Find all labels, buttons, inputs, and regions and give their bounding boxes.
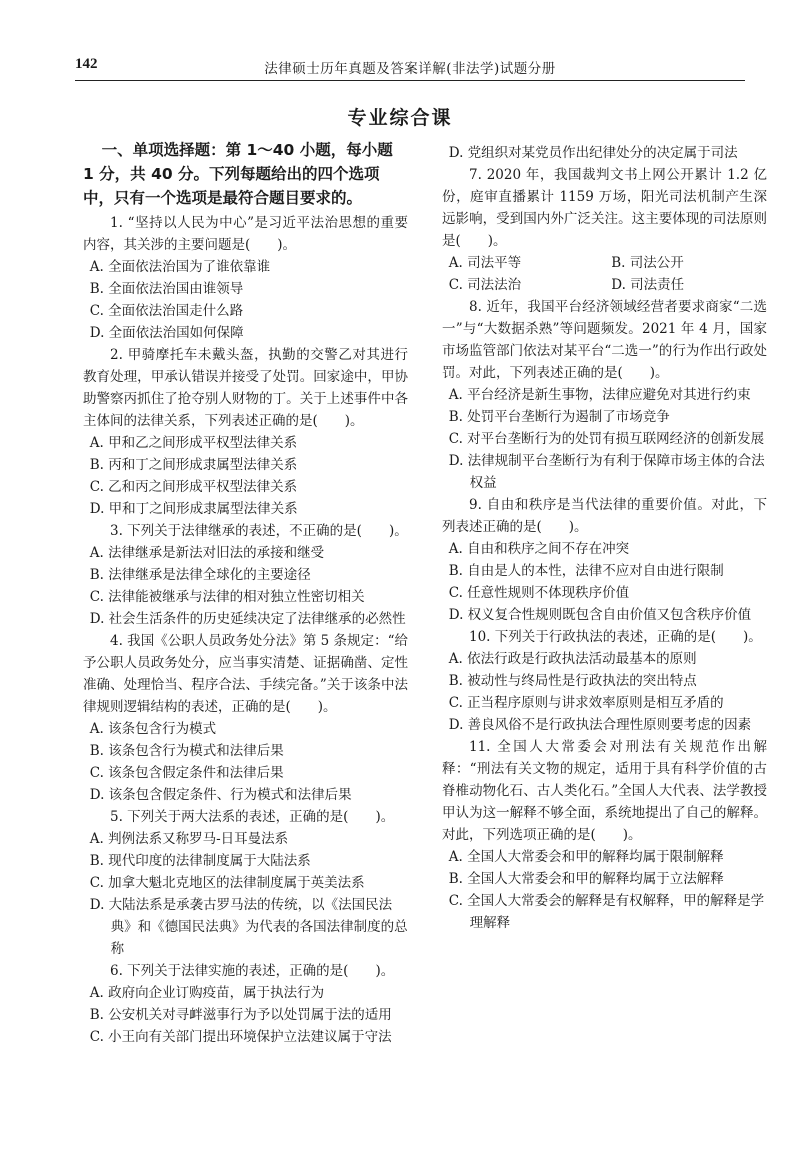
option-b: B. 公安机关对寻衅滋事行为予以处罚属于法的适用 (89, 1007, 392, 1023)
question-stem: 9. 自由和秩序是当代法律的重要价值。对此，下列表述正确的是( )。 (442, 497, 767, 535)
book-title: 法律硕士历年真题及答案详解(非法学)试题分册 (264, 61, 556, 77)
question-stem: 4. 我国《公职人员政务处分法》第 5 条规定：“给予公职人员政务处分，应当事实清楚、证据确凿、定性准确、处理恰当、程序合法、手续完备。”关于该条中法律规则逻辑结构的表述，正确的是( )。 (83, 633, 408, 715)
option-b: B. 全面依法治国由谁领导 (89, 281, 244, 297)
question-6-continued (442, 142, 767, 164)
option-d: D. 大陆法系是承袭古罗马法的传统，以《法国民法典》和《德国民法典》为代表的各国法律制度的总称 (89, 897, 408, 957)
question-stem: 10. 下列关于行政执法的表述，正确的是( )。 (469, 629, 762, 645)
page-header (75, 56, 745, 80)
option-b: B. 自由是人的本性，法律不应对自由进行限制 (448, 563, 724, 579)
option-c: C. 司法法治 (448, 277, 522, 293)
header-rule (75, 80, 745, 81)
option-c: C. 任意性规则不体现秩序价值 (448, 585, 630, 601)
option-b: B. 法律继承是法律全球化的主要途径 (89, 567, 311, 583)
option-c: C. 全国人大常委会的解释是有权解释，甲的解释是学理解释 (448, 893, 765, 931)
option-b: B. 丙和丁之间形成隶属型法律关系 (89, 457, 298, 473)
question-stem: 7. 2020 年，我国裁判文书上网公开累计 1.2 亿份，庭审直播累计 1159 万场，阳光司法机制产生深远影响，受到国内外广泛关注。这主要体现的司法原则是( )。 (442, 167, 767, 249)
option-c: C. 该条包含假定条件和法律后果 (89, 765, 284, 781)
question-6 (83, 960, 408, 1048)
section-instruction: 一、单项选择题：第 1～40 小题，每小题 1 分，共 40 分。下列每题给出的四个选项中，只有一个选项是最符合题目要求的。 (83, 141, 393, 207)
question-7 (442, 164, 767, 296)
option-c: C. 正当程序原则与讲求效率原则是相互矛盾的 (448, 695, 724, 711)
option-a: A. 自由和秩序之间不存在冲突 (448, 541, 630, 557)
question-5 (83, 806, 408, 960)
question-1 (83, 212, 408, 344)
option-a: A. 判例法系又称罗马-日耳曼法系 (89, 831, 289, 847)
option-d: D. 善良风俗不是行政执法合理性原则要考虑的因素 (448, 717, 752, 733)
question-stem: 11. 全国人大常委会对刑法有关规范作出解释：“刑法有关文物的规定，适用于具有科学价值的古脊椎动物化石、古人类化石。”全国人大代表、法学教授甲认为这一解释不够全面，系统地提出了自己的解释。对此，下列选项正确的是( )。 (442, 739, 767, 843)
option-b: B. 全国人大常委会和甲的解释均属于立法解释 (448, 871, 724, 887)
option-c: C. 乙和丙之间形成平权型法律关系 (89, 479, 298, 495)
question-11 (442, 736, 767, 934)
option-c: C. 加拿大魁北克地区的法律制度属于英美法系 (89, 875, 365, 891)
option-d: D. 社会生活条件的历史延续决定了法律继承的必然性 (89, 611, 406, 627)
option-b: B. 司法公开 (611, 255, 684, 271)
option-a: A. 平台经济是新生事物，法律应避免对其进行约束 (448, 387, 751, 403)
question-stem: 8. 近年，我国平台经济领域经营者要求商家“二选一”与“大数据杀熟”等问题频发。2021 年 4 月，国家市场监管部门依法对某平台“二选一”的行为作出行政处罚。对此，下列表述正确的是( )。 (442, 299, 767, 381)
option-a: A. 全面依法治国为了谁依靠谁 (89, 259, 271, 275)
question-stem: 6. 下列关于法律实施的表述，正确的是( )。 (110, 963, 395, 979)
question-8 (442, 296, 767, 494)
right-column (442, 142, 767, 934)
question-2 (83, 344, 408, 520)
option-c: C. 小王向有关部门提出环境保护立法建议属于守法 (89, 1029, 392, 1045)
option-c: C. 对平台垄断行为的处罚有损互联网经济的创新发展 (448, 431, 765, 447)
option-b: B. 该条包含行为模式和法律后果 (89, 743, 284, 759)
option-d: D. 权义复合性规则既包含自由价值又包含秩序价值 (448, 607, 752, 623)
left-column (83, 138, 408, 1048)
option-d: D. 该条包含假定条件、行为模式和法律后果 (89, 787, 352, 803)
option-d: D. 党组织对某党员作出纪律处分的决定属于司法 (448, 145, 738, 161)
question-stem: 1. “坚持以人民为中心”是习近平法治思想的重要内容，其关涉的主要问题是( )。 (83, 215, 408, 253)
question-3 (83, 520, 408, 630)
option-d: D. 全面依法治国如何保障 (89, 325, 244, 341)
option-a: A. 全国人大常委会和甲的解释均属于限制解释 (448, 849, 724, 865)
option-a: A. 依法行政是行政执法活动最基本的原则 (448, 651, 697, 667)
option-b: B. 现代印度的法律制度属于大陆法系 (89, 853, 311, 869)
option-b: B. 被动性与终局性是行政执法的突出特点 (448, 673, 697, 689)
question-9 (442, 494, 767, 626)
option-d: D. 甲和丁之间形成隶属型法律关系 (89, 501, 298, 517)
question-stem: 5. 下列关于两大法系的表述，正确的是( )。 (110, 809, 395, 825)
question-stem: 3. 下列关于法律继承的表述，不正确的是( )。 (110, 523, 408, 539)
option-c: C. 全面依法治国走什么路 (89, 303, 244, 319)
option-b: B. 处罚平台垄断行为遏制了市场竞争 (448, 409, 670, 425)
option-grid (442, 252, 767, 296)
question-stem: 2. 甲骑摩托车未戴头盔，执勤的交警乙对其进行教育处理，甲承认错误并接受了处罚。回家途中，甲协助警察丙抓住了抢夺别人财物的丁。关于上述事件中各主体间的法律关系，下列表述正确的是( )。 (83, 347, 408, 429)
question-10 (442, 626, 767, 736)
option-c: C. 法律能被继承与法律的相对独立性密切相关 (89, 589, 365, 605)
option-a: A. 甲和乙之间形成平权型法律关系 (89, 435, 298, 451)
option-a: A. 法律继承是新法对旧法的承接和继受 (89, 545, 325, 561)
option-a: A. 该条包含行为模式 (89, 721, 217, 737)
option-a: A. 政府向企业订购疫苗，属于执法行为 (89, 985, 325, 1001)
option-d: D. 司法责任 (611, 277, 685, 293)
page-number: 142 (75, 56, 98, 72)
option-d: D. 法律规制平台垄断行为有利于保障市场主体的合法权益 (448, 453, 765, 491)
question-4 (83, 630, 408, 806)
section-title: 专业综合课 (347, 107, 453, 129)
option-a: A. 司法平等 (448, 255, 522, 271)
